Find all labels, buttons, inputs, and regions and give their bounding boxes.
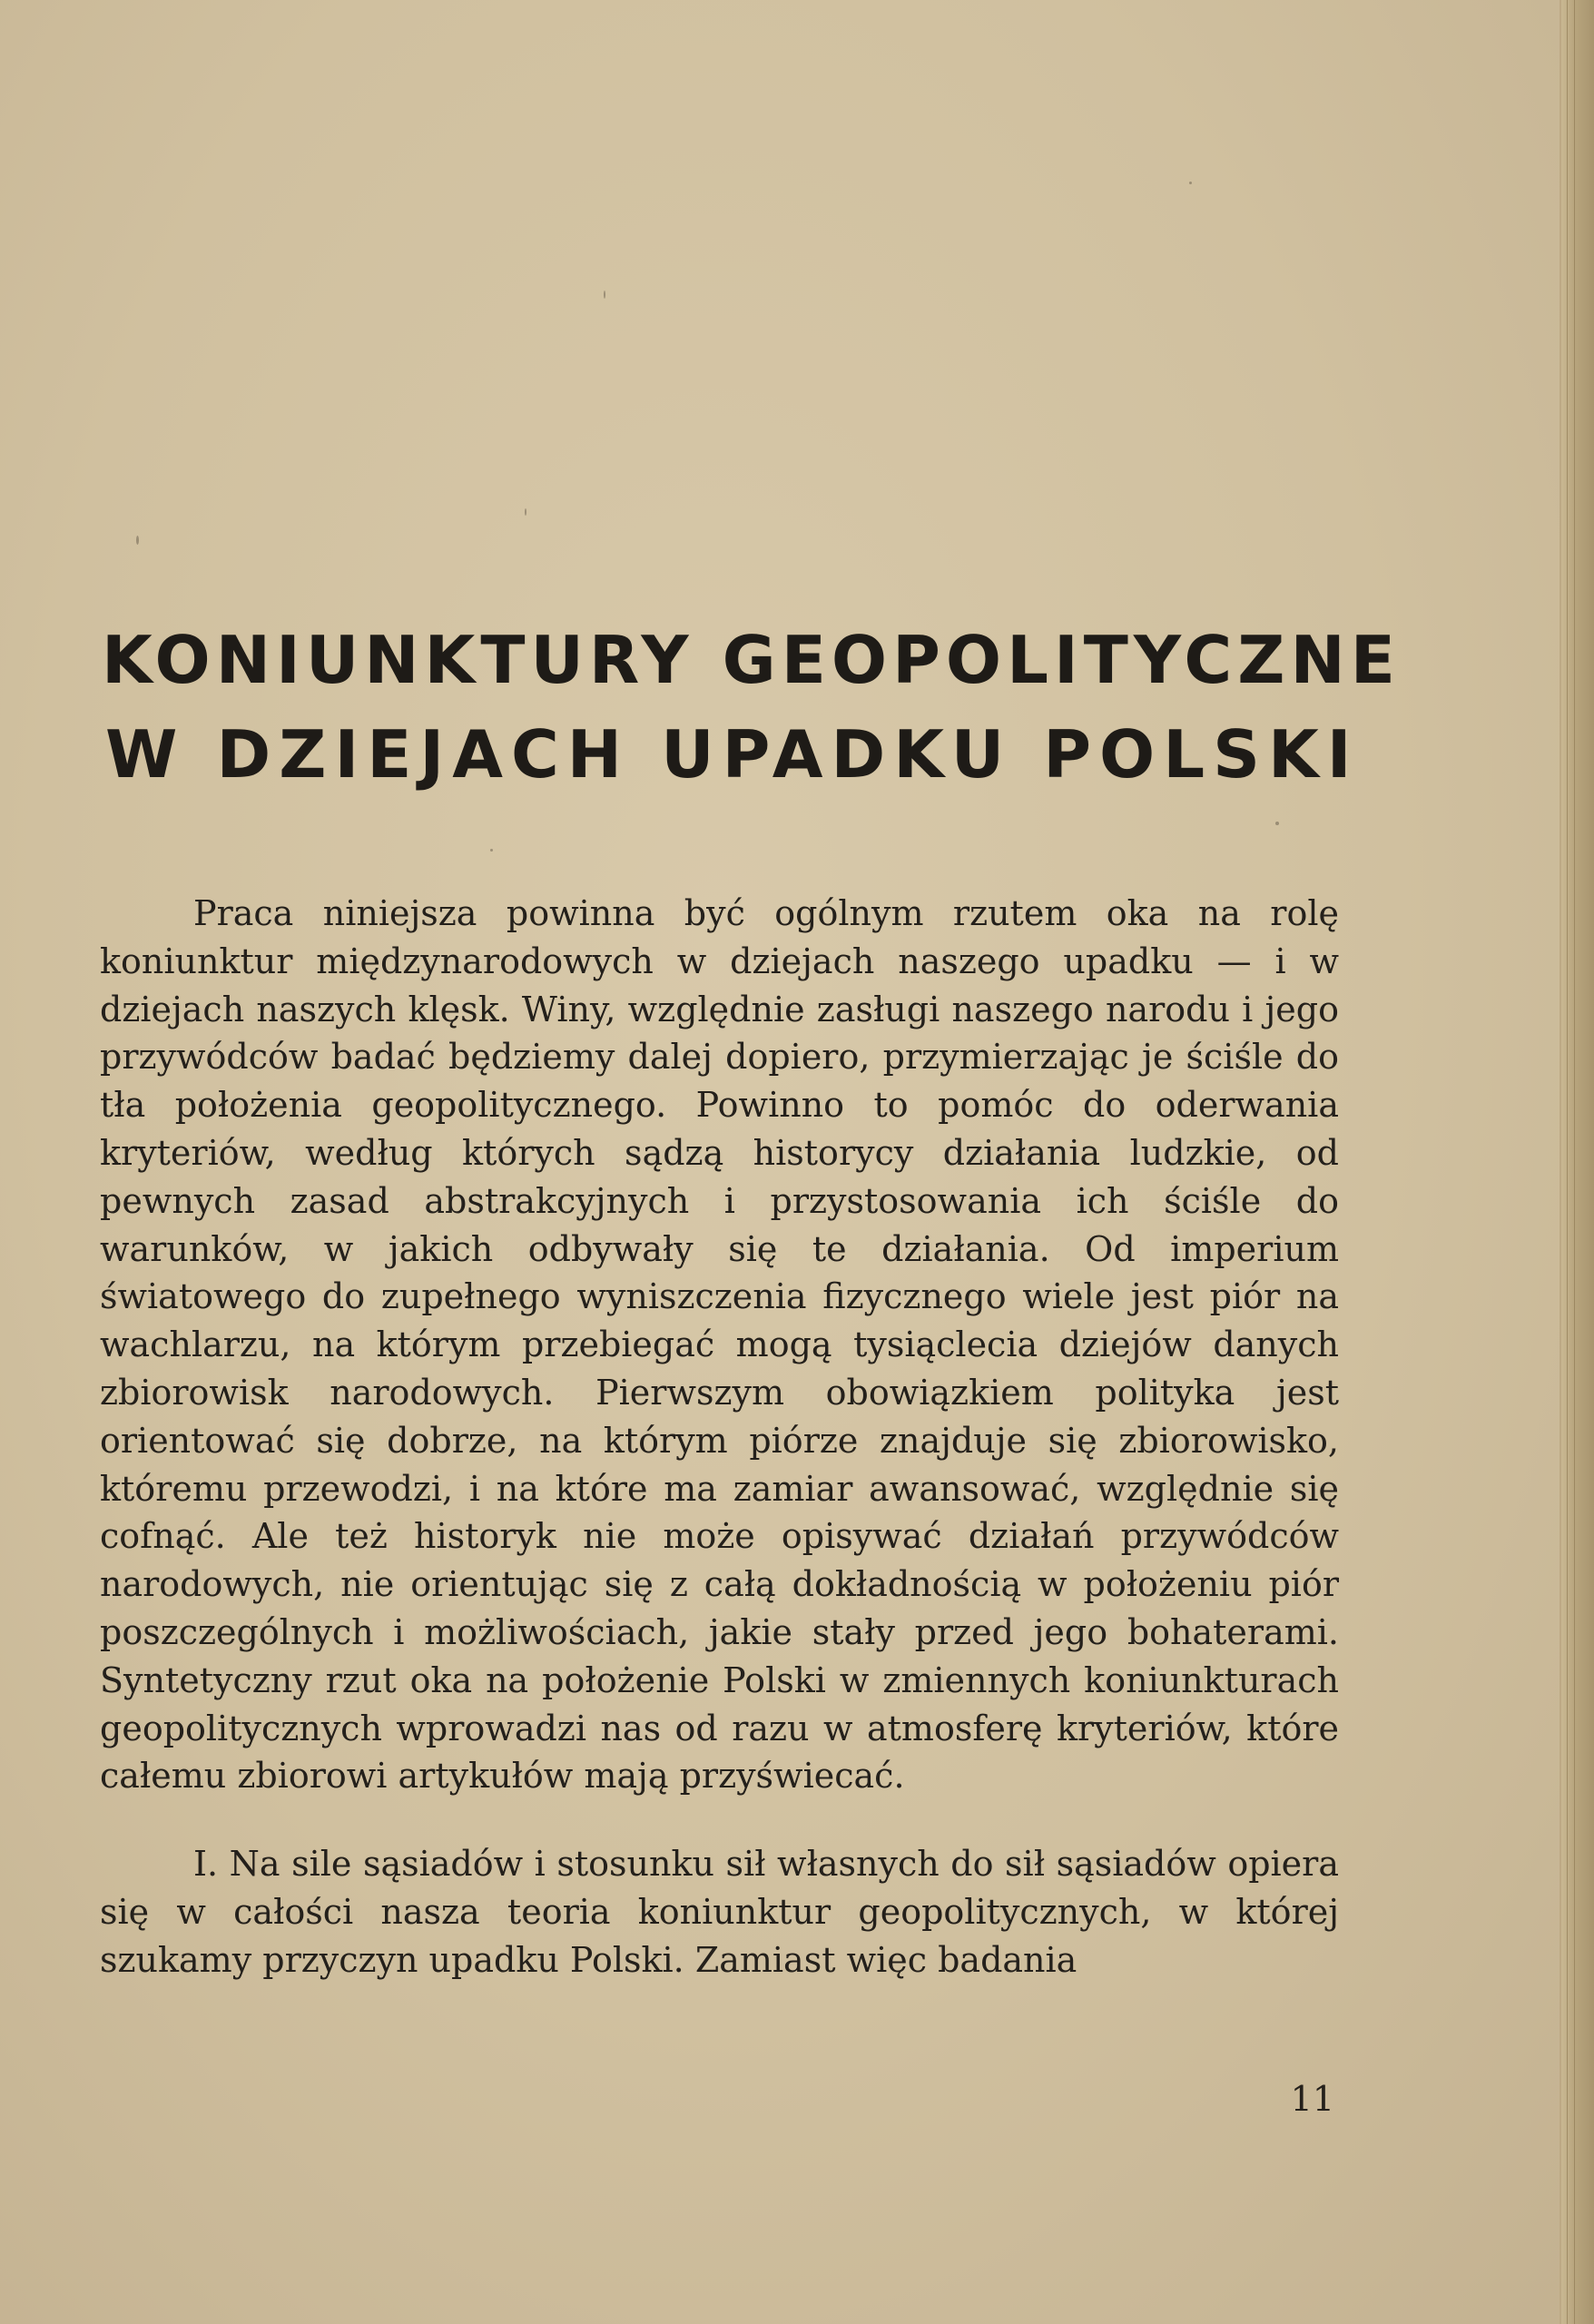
paper-speck [525, 508, 526, 516]
paper-speck [490, 849, 493, 852]
paper-speck [136, 536, 139, 545]
chapter-title-line-1: KONIUNKTURY GEOPOLITYCZNE [102, 622, 1401, 698]
paper-speck [1275, 822, 1279, 825]
chapter-title-line-2: W DZIEJACH UPADKU POLSKI [105, 716, 1360, 793]
body-text [100, 890, 1339, 1984]
paper-speck [604, 290, 605, 299]
paragraph-section-1: I. Na sile sąsiadów i stosunku sił własnych do sił sąsiadów opiera się w całości nasza teoria koniunktur geopolitycznych, w której szukamy przyczyn upadku Polski. Zamiast więc badania [100, 1844, 1339, 1980]
paragraph-intro: Praca niniejsza powinna być ogólnym rzutem oka na rolę koniunktur międzynarodowych w dziejach naszego upadku — i w dziejach naszych klęsk. Winy, względnie zasługi naszego narodu i jego przywódców badać będziemy dalej dopiero, przymierzając je ściśle do tła położenia geopolitycznego. Powinno to pomóc do oderwania kryteriów, według których sądzą historycy działania ludzkie, od pewnych zasad abstrakcyjnych i przystosowania ich ściśle do warunków, w jakich odbywały się te działania. Od imperium światowego do zupełnego wyniszczenia fizycznego wiele jest piór na wachlarzu, na którym przebiegać mogą tysiąclecia dziejów danych zbiorowisk narodowych. Pierwszym obowiązkiem polityka jest orientować się dobrze, na którym piórze znajduje się zbiorowisko, któremu przewodzi, i na które ma zamiar awansować, względnie się cofnąć. Ale też historyk nie może opisywać działań przywódców narodowych, nie orientując się z całą dokładnością w położeniu piór poszczególnych i możliwościach, jakie stały przed jego bohaterami. Syntetyczny rzut oka na położenie Polski w zmiennych koniunkturach geopolitycznych wprowadzi nas od razu w atmosferę kryteriów, które całemu zbiorowi artykułów mają przyświecać. [100, 893, 1339, 1797]
page-edge-stack [1560, 0, 1594, 2324]
page-number: 11 [1290, 2079, 1334, 2119]
paper-speck [1189, 182, 1192, 184]
chapter-title [102, 613, 1401, 802]
